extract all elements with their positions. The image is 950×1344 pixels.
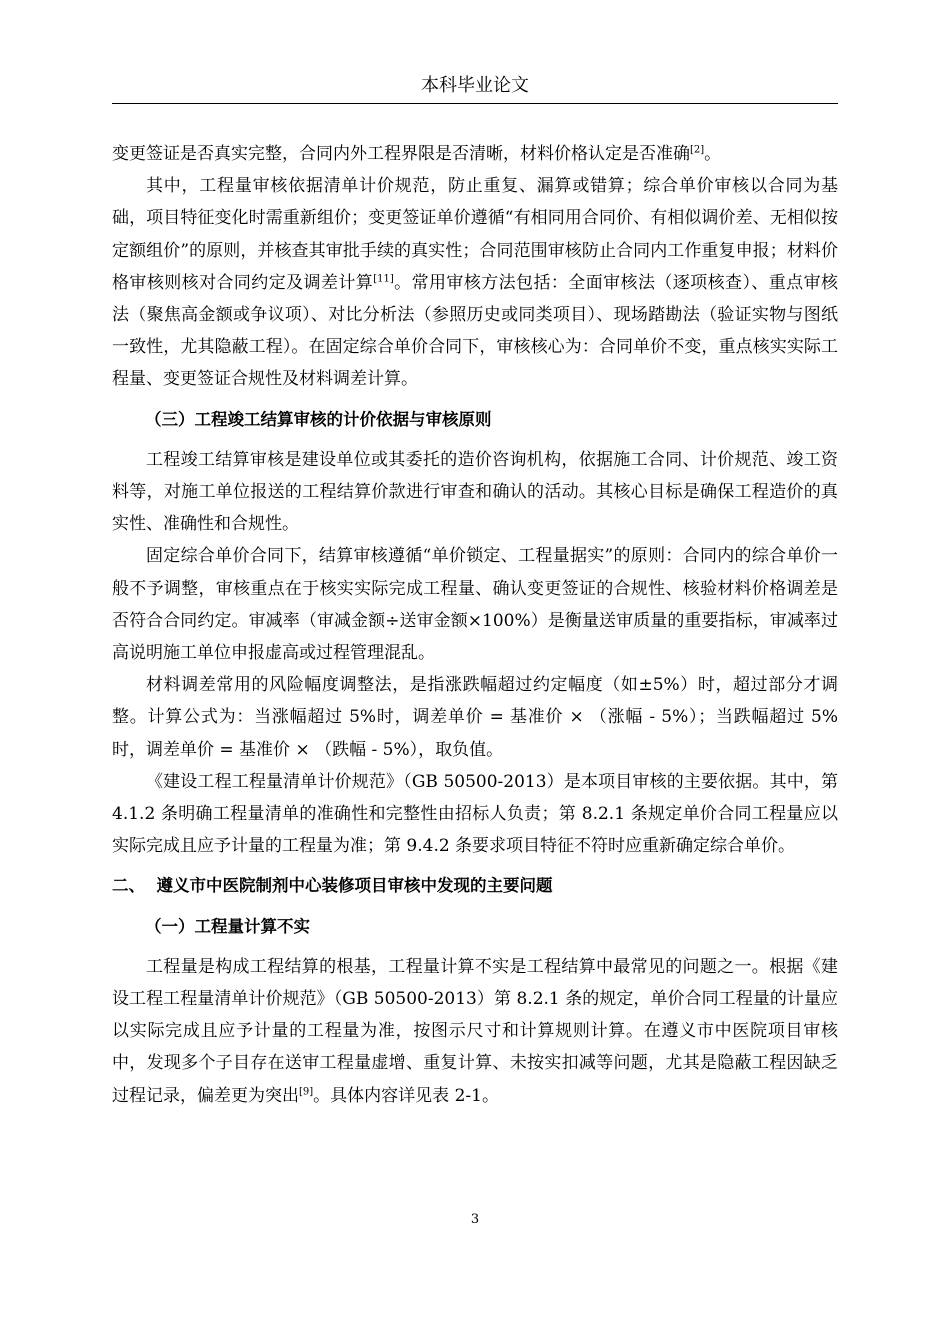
running-header: 本科毕业论文 — [421, 75, 529, 96]
document-body — [112, 138, 838, 1112]
section-heading-3: （三）工程竣工结算审核的计价依据与审核原则 — [145, 409, 492, 429]
page-number: 3 — [470, 1212, 480, 1227]
paragraph-1: 变更签证是否真实完整，合同内外工程界限是否清晰，材料价格认定是否准确[2]。 — [112, 144, 722, 164]
citation: [9] — [299, 1086, 314, 1098]
citation: [11] — [373, 273, 394, 285]
paragraph-2: 其中，工程量审核依据清单计价规范，防止重复、漏算或错算；综合单价审核以合同为基础，项目特征变化时需重新组价；变更签证单价遵循“有相同用合同价、有相似调价差、无相似按定额组价”的原则，并核查其审批手续的真实性；合同范围审核防止合同内工作重复申报；材料价格审核则核对合同约定及调差计算[11]。常用审核方法包括：全面审核法（逐项核查）、重点审核法（聚焦高金额或争议项）、对比分析法（参照历史或同类项目）、现场踏勘法（验证实物与图纸一致性，尤其隐蔽工程）。在固定综合单价合同下，审核核心为：合同单价不变，重点核实实际工程量、变更签证合规性及材料调差计算。 — [112, 176, 839, 390]
paragraph-5: 材料调差常用的风险幅度调整法，是指涨跌幅超过约定幅度（如±5%）时，超过部分才调整。计算公式为：当涨幅超过 5%时，调差单价 = 基准价 × （涨幅 - 5%）；当跌幅超过 5%时，调差单价 = 基准价 × （跌幅 - 5%），取负值。 — [112, 675, 838, 760]
chapter-heading-2: 二、 遵义市中医院制剂中心装修项目审核中发现的主要问题 — [112, 876, 553, 896]
paragraph-4: 固定综合单价合同下，结算审核遵循“单价锁定、工程量据实”的原则：合同内的综合单价一般不予调整，审核重点在于核实实际完成工程量、确认变更签证的合规性、核验材料价格调差是否符合合同约定。审减率（审减金额÷送审金额×100%）是衡量送审质量的重要指标，审减率过高说明施工单位申报虚高或过程管理混乱。 — [112, 546, 838, 664]
citation: [2] — [690, 144, 705, 156]
paragraph-3: 工程竣工结算审核是建设单位或其委托的造价咨询机构，依据施工合同、计价规范、竣工资料等，对施工单位报送的工程结算价款进行审查和确认的活动。其核心目标是确保工程造价的真实性、准确性和合规性。 — [112, 449, 838, 535]
section-heading-2-1: （一）工程量计算不实 — [145, 916, 310, 936]
paragraph-7: 工程量是构成工程结算的根基，工程量计算不实是工程结算中最常见的问题之一。根据《建设工程工程量清单计价规范》（GB 50500-2013）第 8.2.1 条的规定，单价合同工程量的计量应以实际完成且应予计量的工程量为准，按图示尺寸和计算规则计算。在遵义市中医院项目审核中，发现多个子目存在送审工程量虚增、重复计算、未按实扣减等问题，尤其是隐蔽工程因缺乏过程记录，偏差更为突出[9]。具体内容详见表 2-1。 — [112, 956, 838, 1106]
header-divider — [112, 103, 838, 104]
paragraph-6: 《建设工程工程量清单计价规范》（GB 50500-2013）是本项目审核的主要依据。其中，第 4.1.2 条明确工程量清单的准确性和完整性由招标人负责；第 8.2.1 条规定单价合同工程量应以实际完成且应予计量的工程量为准；第 9.4.2 条要求项目特征不符时应重新确定综合单价。 — [112, 771, 838, 857]
